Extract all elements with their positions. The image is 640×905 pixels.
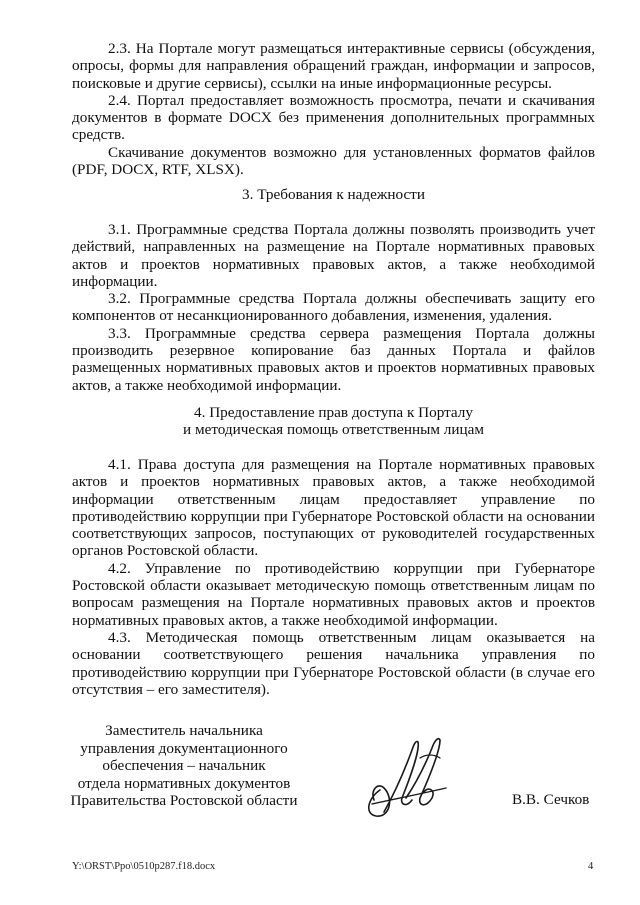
signatory-title-line: управления документационного xyxy=(80,739,288,757)
signatory-title-line: Правительства Ростовской области xyxy=(70,792,298,810)
paragraph-2-3: 2.3. На Портале могут размещаться интерактивные сервисы (обсуждения, опросы, формы для направления обращений граждан, информации и запросов, поисковые и другие сервисы), ссылки на иные информационные ресурсы. xyxy=(72,40,595,92)
signatory-title-line: отдела нормативных документов xyxy=(77,774,291,792)
paragraph-4-2: 4.2. Управление по противодействию коррупции при Губернаторе Ростовской области оказывает методическую помощь ответственным лицам по вопросам размещения на Портале нормативных правовых актов и проектов нормативных правовых актов, а также необходимой информации. xyxy=(72,559,595,629)
section-2-continuation xyxy=(72,40,595,178)
paragraph-4-1: 4.1. Права доступа для размещения на Портале нормативных правовых актов и проектов нормативных правовых актов, а также необходимой информации ответственным лицам предоставляет управление по противодействию коррупции при Губернаторе Ростовской области на основании соответствующих запросов, поступающих от руководителей государственных органов Ростовской области. xyxy=(72,456,595,560)
footer-file-path: Y:\ORST\Ppo\0510p287.f18.docx xyxy=(72,861,216,872)
page-number: 4 xyxy=(588,861,594,872)
signatory-name: В.В. Сечков xyxy=(512,791,590,808)
paragraph-2-4: 2.4. Портал предоставляет возможность просмотра, печати и скачивания документов в формате DOCX без применения дополнительных программных средств. xyxy=(72,91,595,144)
section-3-heading: 3. Требования к надежности xyxy=(242,186,425,203)
paragraph-3-2: 3.2. Программные средства Портала должны обеспечивать защиту его компонентов от несанкционированного добавления, изменения, удаления. xyxy=(72,290,595,325)
paragraph-3-1: 3.1. Программные средства Портала должны позволять производить учет действий, направленных на размещение на Портале нормативных правовых актов и проектов нормативных правовых актов, а также необходимой информации. xyxy=(72,221,595,290)
section-3-body xyxy=(72,221,595,394)
section-4-body xyxy=(72,456,595,698)
section-4-heading-wrap xyxy=(72,404,595,439)
handwritten-signature xyxy=(350,728,460,828)
section-4-heading-line1: 4. Предоставление прав доступа к Порталу xyxy=(194,404,473,421)
paragraph-download-formats: Скачивание документов возможно для установленных форматов файлов (PDF, DOCX, RTF, XLSX). xyxy=(72,143,595,179)
section-4-heading-line2: и методическая помощь ответственным лицам xyxy=(183,421,484,439)
signatory-title-line: обеспечения – начальник xyxy=(102,757,266,775)
signatory-title xyxy=(62,722,306,810)
paragraph-3-3: 3.3. Программные средства сервера размещения Портала должны производить резервное копирование баз данных Портала и файлов размещенных нормативных правовых актов и проектов нормативных правовых актов, а также необходимой информации. xyxy=(72,324,595,394)
signatory-title-line: Заместитель начальника xyxy=(105,722,263,739)
paragraph-4-3: 4.3. Методическая помощь ответственным лицам оказывается на основании соответствующего решения начальника управления по противодействию коррупции при Губернаторе Ростовской области (в случае его отсутствия – его заместителя). xyxy=(72,628,595,698)
section-3-heading-wrap xyxy=(72,186,595,203)
